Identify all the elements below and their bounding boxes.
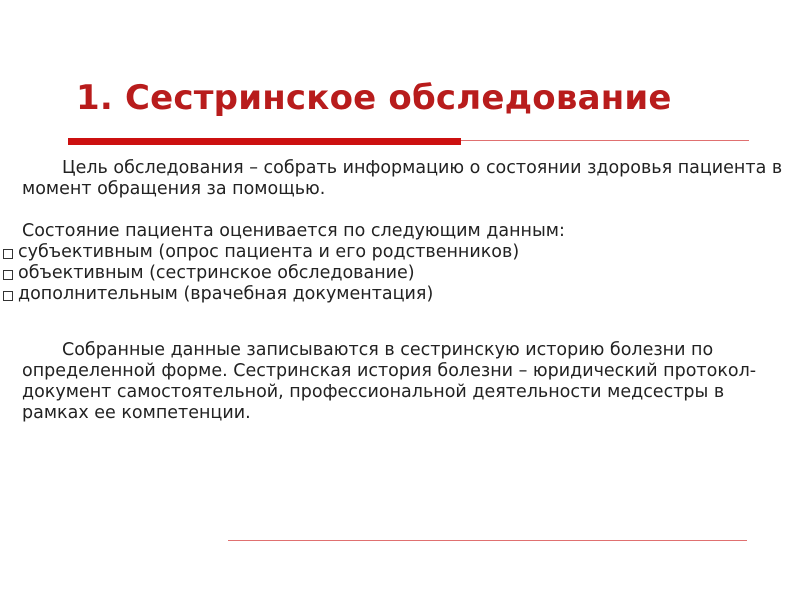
title-rule (461, 140, 749, 141)
list-item-label: объективным (сестринское обследование) (18, 263, 415, 283)
square-bullet-icon (3, 270, 13, 280)
title-accent-bar (68, 138, 461, 145)
list-item-additional (2, 284, 792, 305)
list-item-subjective (2, 242, 792, 263)
intro-paragraph: Цель обследования – собрать информацию о состоянии здоровья пациента в момент обращения за помощью. (22, 158, 783, 199)
square-bullet-icon (3, 291, 13, 301)
bottom-rule (228, 540, 747, 541)
conclusion-paragraph: Собранные данные записываются в сестринскую историю болезни по определенной форме. Сестринская история болезни – юридический протокол-документ самостоятельной, профессиональной деятельности медсестры в рамках ее компетенции. (22, 340, 757, 423)
slide-body (18, 158, 792, 424)
list-item-objective (2, 263, 792, 284)
assessment-lead: Состояние пациента оценивается по следующим данным: (22, 221, 565, 241)
slide-title: 1. Сестринское обследование (76, 78, 672, 118)
square-bullet-icon (3, 249, 13, 259)
list-item-label: субъективным (опрос пациента и его родственников) (18, 242, 520, 262)
list-item-label: дополнительным (врачебная документация) (18, 284, 434, 304)
